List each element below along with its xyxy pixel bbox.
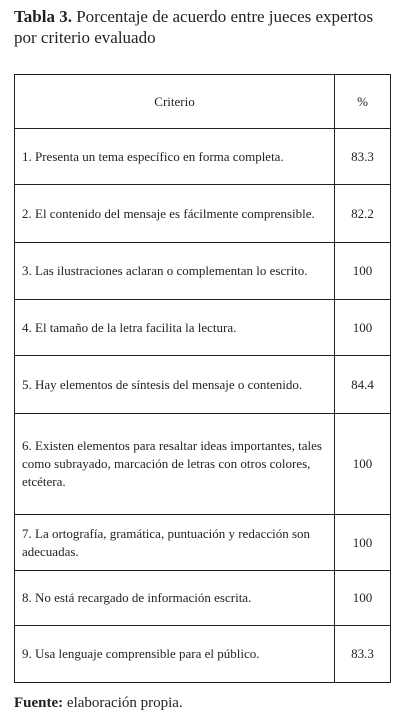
table-row bbox=[15, 515, 391, 571]
percent-cell: 82.2 bbox=[335, 185, 391, 243]
table-header-row bbox=[15, 75, 391, 129]
percent-cell: 83.3 bbox=[335, 129, 391, 185]
criterion-cell: 5. Hay elementos de síntesis del mensaje o contenido. bbox=[15, 356, 335, 414]
table-caption-text: Porcentaje de acuerdo entre jueces expertos por criterio evaluado bbox=[14, 7, 374, 47]
criterion-cell: 8. No está recargado de información escrita. bbox=[15, 571, 335, 626]
header-criterio: Criterio bbox=[15, 75, 335, 129]
table-source-note bbox=[14, 693, 183, 713]
table-caption bbox=[14, 6, 398, 48]
percent-cell: 84.4 bbox=[335, 356, 391, 414]
percent-cell: 83.3 bbox=[335, 626, 391, 683]
criterion-cell: 2. El contenido del mensaje es fácilmente comprensible. bbox=[15, 185, 335, 243]
table-row bbox=[15, 356, 391, 414]
table-row bbox=[15, 185, 391, 243]
header-percent: % bbox=[335, 75, 391, 129]
criterion-cell: 4. El tamaño de la letra facilita la lectura. bbox=[15, 300, 335, 356]
percent-cell: 100 bbox=[335, 300, 391, 356]
criteria-table bbox=[14, 74, 391, 683]
criterion-cell: 7. La ortografía, gramática, puntuación y redacción son adecuadas. bbox=[15, 515, 335, 571]
table-row bbox=[15, 571, 391, 626]
source-text: elaboración propia. bbox=[63, 695, 183, 711]
table-row bbox=[15, 129, 391, 185]
table-row bbox=[15, 626, 391, 683]
percent-cell: 100 bbox=[335, 515, 391, 571]
criterion-cell: 6. Existen elementos para resaltar ideas importantes, tales como subrayado, marcación de letras con otros colores, etcétera. bbox=[15, 414, 335, 515]
table-row bbox=[15, 243, 391, 300]
criterion-cell: 3. Las ilustraciones aclaran o complementan lo escrito. bbox=[15, 243, 335, 300]
source-label: Fuente: bbox=[14, 695, 64, 711]
percent-cell: 100 bbox=[335, 414, 391, 515]
table-row bbox=[15, 414, 391, 515]
percent-cell: 100 bbox=[335, 243, 391, 300]
percent-cell: 100 bbox=[335, 571, 391, 626]
table-row bbox=[15, 300, 391, 356]
criterion-cell: 9. Usa lenguaje comprensible para el público. bbox=[15, 626, 335, 683]
table-caption-label: Tabla 3. bbox=[14, 7, 72, 26]
criterion-cell: 1. Presenta un tema específico en forma completa. bbox=[15, 129, 335, 185]
